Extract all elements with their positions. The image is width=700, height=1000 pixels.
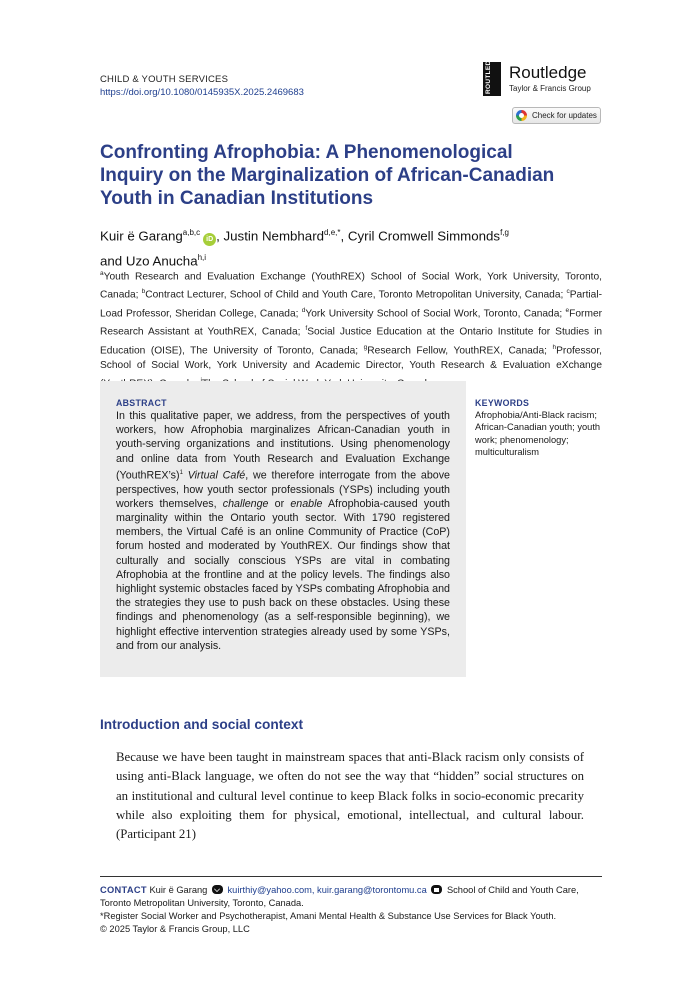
footnote-marker[interactable]: 1: [179, 469, 183, 476]
affiliation-text: Professor, School of Social Work, York University and Academic Director, Youth Research & Evaluation eXchange: [100, 344, 602, 371]
abstract-segment: In this qualitative paper, we address, from the perspectives of youth workers, how Afrophobia marginalizes African-Canadian youth in youth-serving organizations and institutions. Using phenomenology and online data from Youth Research and Evaluation Exchange (YouthREX’s): [116, 410, 450, 482]
abstract-segment: Afrophobia-caused youth marginality within the Ontario youth sector. With 1790 registered members, the Virtual Café is an online Community of Practice (CoP) forum hosted and moderated by YouthREX. Our findings show that culturally and socially conscious YSPs are vital in combating Afrophobia at the frontline and at the policy levels. The findings also highlight systemic obstacles faced by YSPs combating Afrophobia and the strategies they use to push back on these obstacles. Using these findings and phenomenology (as a self-responsible beginning), we highlight effective intervention strategies already used by some YSPs, and from our analysis.: [116, 497, 450, 652]
author-affiliation-marker: f,g: [500, 228, 509, 237]
contact-name: Kuir ë Garang: [149, 885, 208, 895]
abstract-heading: ABSTRACT: [116, 398, 167, 408]
publisher-brand: [483, 50, 603, 98]
footer-divider: [100, 876, 602, 877]
author-footnote: *Register Social Worker and Psychotherapist, Amani Mental Health & Substance Use Services for Black Youth.: [100, 911, 557, 921]
author-list: Kuir ë Garang$^{a,b,c}$iD , Justin Nembhard$^{d,e,*}$, Cyril Cromwell Simmonds$^{f,g}$ and Uzo Anucha$^{h,i}$: [100, 228, 509, 269]
contact-emails[interactable]: kuirthiy@yahoo.com, kuir.garang@torontomu.ca: [227, 885, 427, 895]
section-heading-introduction: Introduction and social context: [100, 717, 304, 732]
contact-label: CONTACT: [100, 885, 147, 895]
keyword: African-Canadian youth: [475, 422, 573, 433]
abstract-emphasis: challenge: [222, 497, 269, 510]
author-name[interactable]: Cyril Cromwell Simmonds: [347, 228, 501, 244]
affiliation-text: Partial-Load Professor, Sheridan College, Canada;: [100, 289, 602, 320]
affiliation-marker: f: [305, 325, 308, 333]
abstract-segment: , we therefore interrogate from the above perspectives, how youth sector professionals (YSPs) including youth workers themselves,: [116, 469, 450, 510]
author-name[interactable]: Kuir ë Garang: [100, 228, 183, 244]
affiliation-marker: c: [566, 288, 570, 296]
affiliation-marker: g: [363, 343, 368, 351]
contact-address: School of Child and Youth Care, Toronto Metropolitan University, Toronto, Canada.: [100, 885, 579, 909]
affiliation-text: Contract Lecturer, School of Child and Youth Care, Toronto Metropolitan University, Canada;: [145, 289, 567, 301]
check-for-updates-label: Check for updates: [532, 111, 597, 120]
routledge-logo-text: ROUTLEDGE: [485, 50, 492, 94]
doi-link[interactable]: https://doi.org/10.1080/0145935X.2025.2469683: [100, 87, 304, 98]
affiliation-marker: d: [301, 306, 306, 314]
affiliation-text: York University School of Social Work, Toronto, Canada;: [305, 308, 566, 320]
check-for-updates-button[interactable]: [512, 107, 601, 124]
copyright-notice: © 2025 Taylor & Francis Group, LLC: [100, 924, 250, 934]
abstract-text: [116, 409, 450, 653]
article-title: Confronting Afrophobia: A Phenomenological Inquiry on the Marginalization of African-Canadian Youth in Canadian Institutions: [100, 142, 555, 209]
affiliation-text: Youth Research and Evaluation Exchange (YouthREX) School of Social Work, York University, Toronto, Canada;: [100, 271, 602, 301]
affiliation-text: Former Research Assistant at YouthREX, Canada;: [100, 308, 602, 338]
affiliation-marker: b: [141, 288, 146, 296]
affiliations: [100, 266, 602, 391]
abstract-emphasis: Virtual Café: [187, 469, 246, 482]
author-affiliation-marker: a,b,c: [182, 228, 201, 237]
address-icon: [431, 885, 442, 894]
keywords-list: Afrophobia/Anti-Black racism; African-Canadian youth; youth work; phenomenology; multiculturalism: [475, 410, 601, 457]
publisher-name: Routledge: [509, 63, 587, 82]
keywords-heading: KEYWORDS: [475, 398, 530, 408]
keyword: youth work: [475, 422, 601, 445]
epigraph-quote: Because we have been taught in mainstream spaces that anti-Black racism only consists of using anti-Black language, we often do not see the way that “hidden” social structures on an institutional and cultural level continue to keep Black folks in socio-economic precarity while also exploiting them for physical, emotional, intellectual, and cultural labour. (Participant 21): [116, 750, 584, 842]
author-name[interactable]: Justin Nembhard: [223, 228, 325, 244]
abstract-segment: or: [268, 497, 291, 510]
author-affiliation-marker: h,i: [197, 253, 207, 263]
author-name[interactable]: Uzo Anucha: [125, 253, 198, 269]
check-updates-icon: [516, 110, 527, 121]
affiliation-text: Research Fellow, YouthREX, Canada;: [367, 344, 553, 356]
contact-info: [100, 884, 605, 910]
affiliation-marker: a: [100, 270, 104, 277]
abstract-emphasis: enable: [290, 497, 323, 510]
email-icon: [212, 885, 223, 894]
keyword: phenomenology: [499, 434, 566, 445]
journal-name: CHILD & YOUTH SERVICES: [100, 74, 229, 85]
keyword: multiculturalism: [475, 446, 540, 457]
keyword: Afrophobia/Anti-Black racism: [475, 410, 595, 420]
affiliation-marker: e: [565, 306, 570, 314]
routledge-logo-icon: [483, 50, 501, 96]
publisher-group: Taylor & Francis Group: [509, 84, 591, 93]
affiliation-text: Social Justice Education at the Ontario Institute for Studies in Education (OISE), The University of Toronto, Canada;: [100, 326, 602, 356]
affiliation-marker: h: [552, 343, 557, 351]
orcid-icon[interactable]: iD: [203, 233, 216, 246]
author-affiliation-marker: d,e,*: [324, 228, 341, 237]
